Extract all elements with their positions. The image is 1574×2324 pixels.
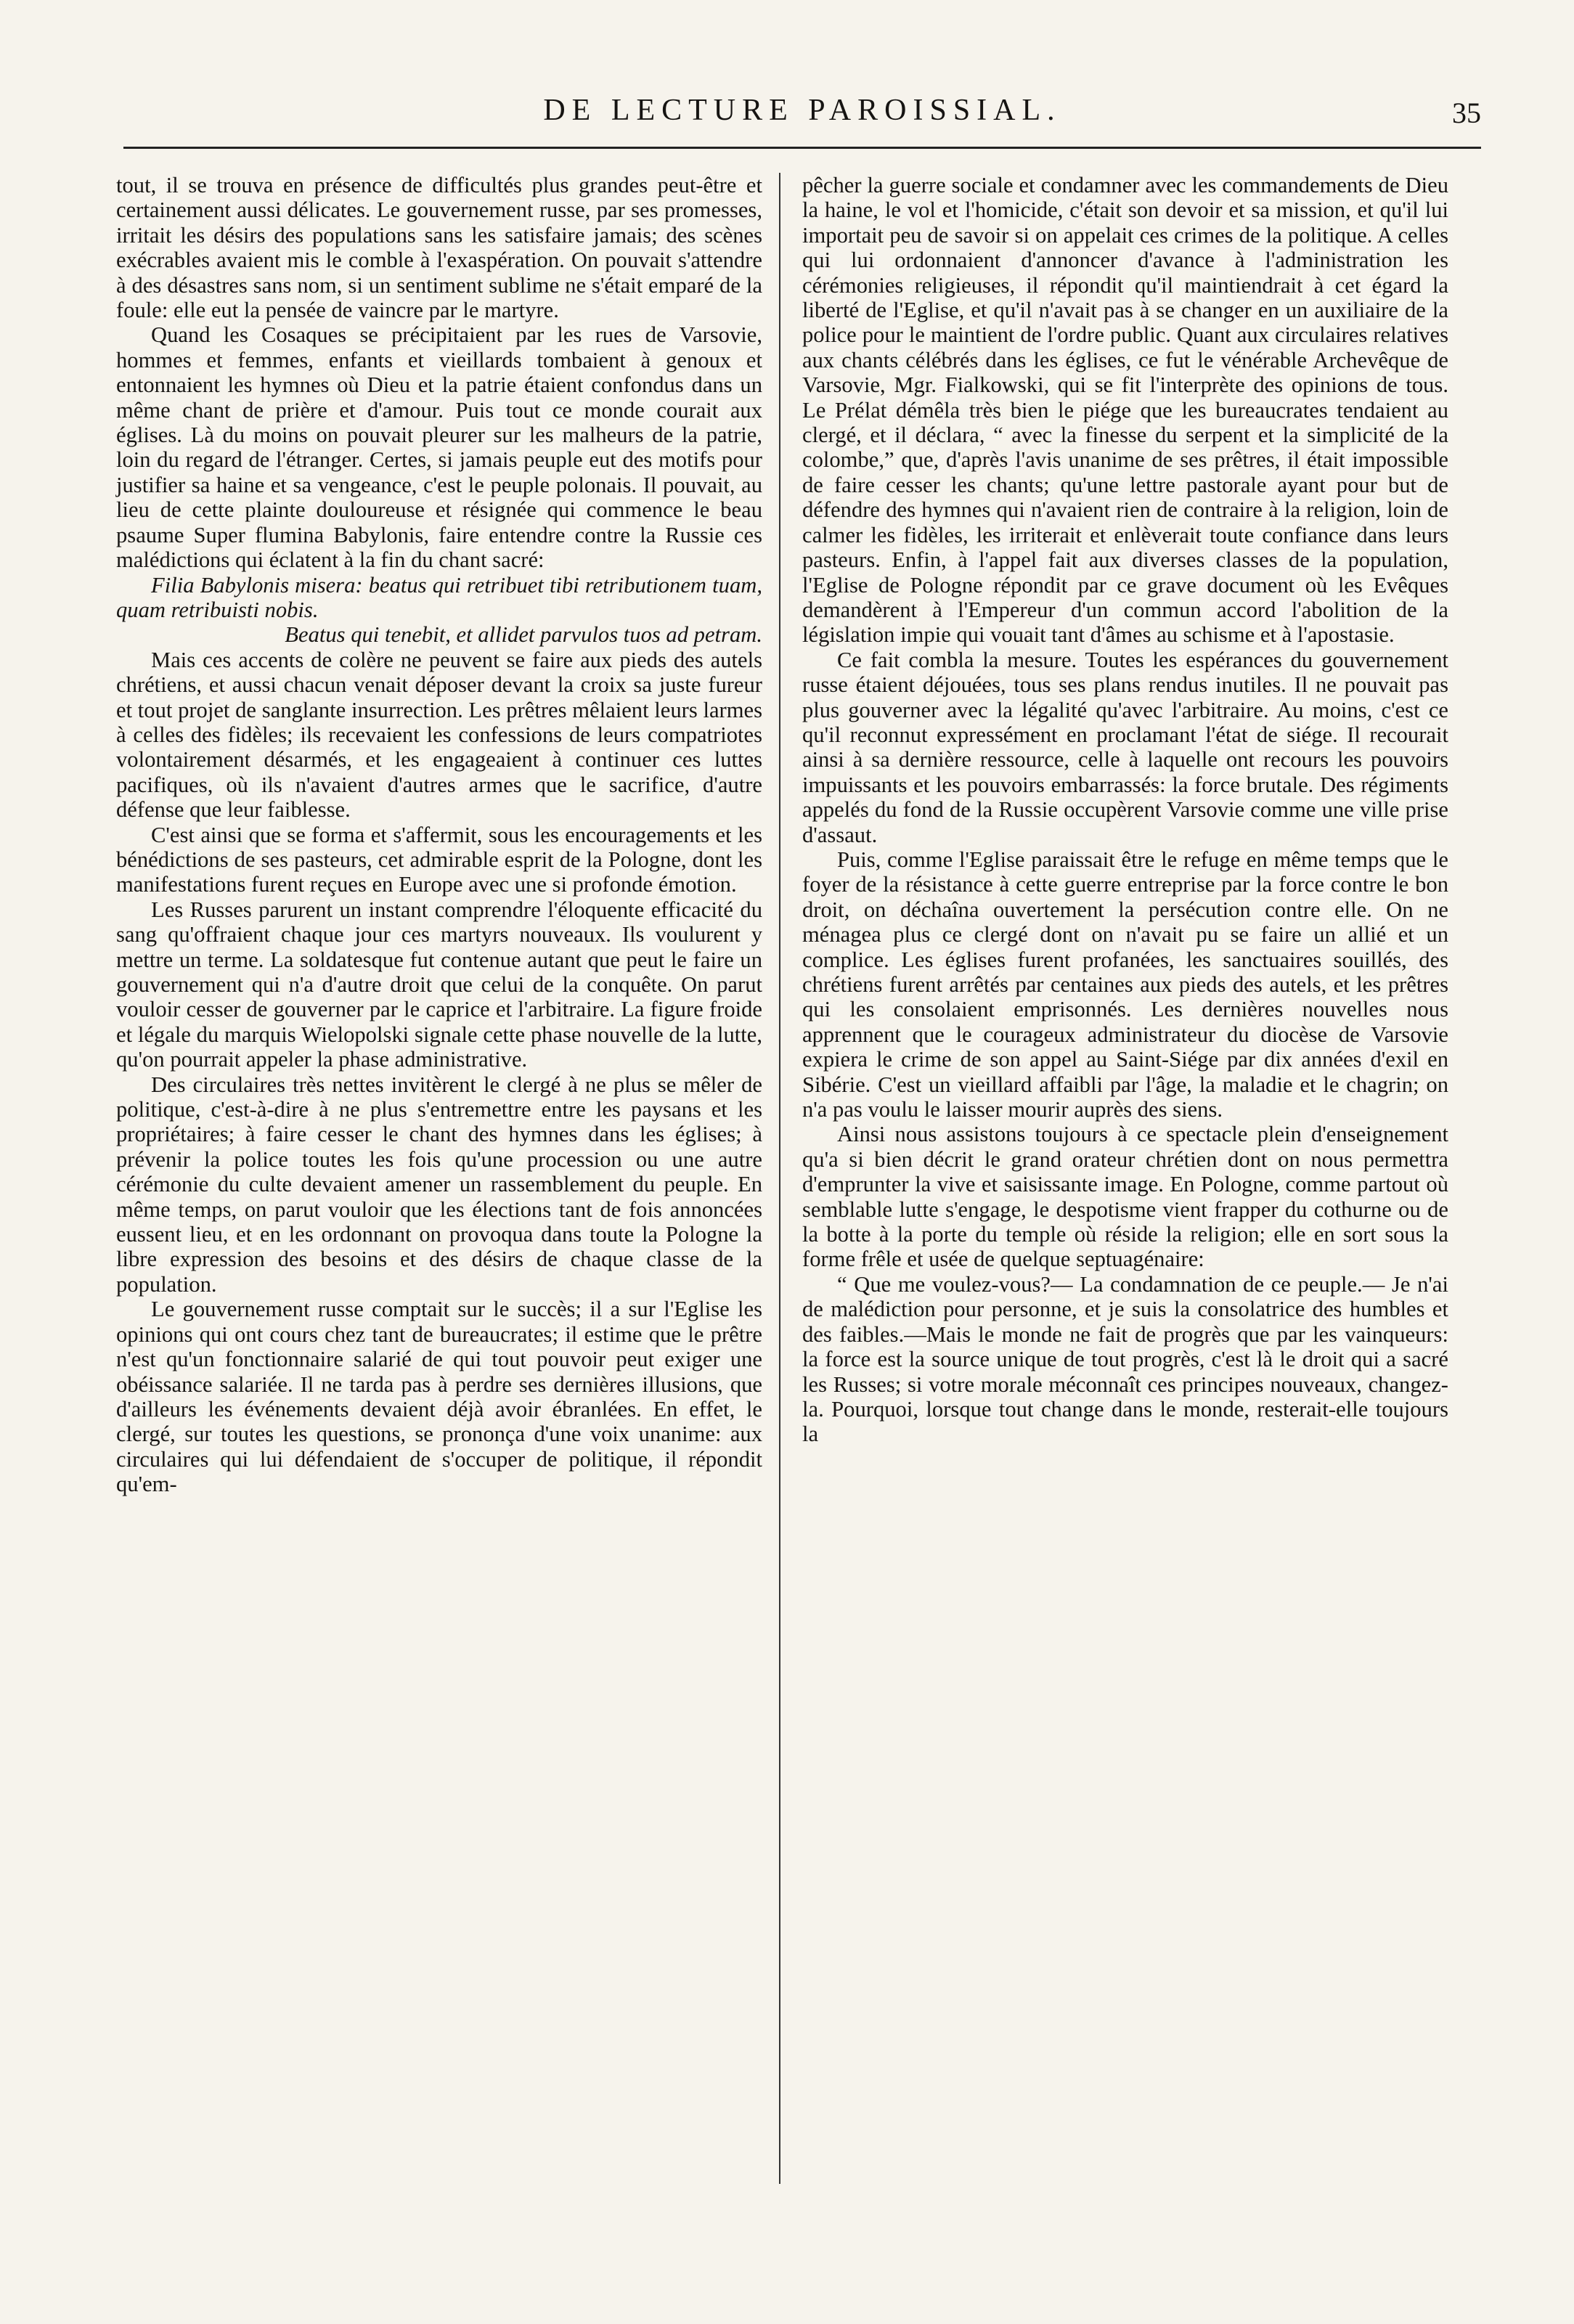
header-rule: [123, 147, 1481, 149]
paragraph: Le gouvernement russe comptait sur le succès; il a sur l'Eglise les opinions qui ont cours chez tant de bureaucrates; il estime que le prêtre n'est qu'un fonctionnaire salarié de qui tout pouvoir peut exiger une obéissance salariée. Il ne tarda pas à perdre ses dernières illusions, que d'ailleurs les événements devaient déjà avoir ébranlées. En effet, le clergé, sur toutes les questions, se prononça d'une voix unanime: aux circulaires qui lui défendaient de s'occuper de politique, il répondit qu'em-: [116, 1297, 762, 1497]
paragraph: Des circulaires très nettes invitèrent le clergé à ne plus se mêler de politique, c'est-à-dire à ne plus s'entremettre entre les paysans et les propriétaires; à faire cesser le chant des hymnes dans les églises; à prévenir la police toutes les fois qu'une procession ou une autre cérémonie du culte devaient amener un rassemblement du peuple. En même temps, on parut vouloir que les élections tant de fois annoncées eussent lieu, et en les ordonnant on provoqua dans toute la Pologne la libre expression des besoins et des désirs de chaque classe de la population.: [116, 1072, 762, 1297]
paragraph: Mais ces accents de colère ne peuvent se faire aux pieds des autels chrétiens, et aussi chacun venait déposer devant la croix sa juste fureur et tout projet de sanglante insurrection. Les prêtres mêlaient leurs larmes à celles des fidèles; ils recevaient les confessions de leurs compatriotes volontairement désarmés, et les engageaient à continuer ces luttes pacifiques, où ils n'avaient d'autres armes que le sacrifice, d'autre défense que leur faiblesse.: [116, 647, 762, 823]
page-number: 35: [1452, 97, 1481, 129]
paragraph: pêcher la guerre sociale et condamner avec les commandements de Dieu la haine, le vol et l'homicide, c'était son devoir et sa mission, et qu'il lui importait peu de savoir si on appelait ces crimes de la politique. A celles qui lui ordonnaient d'annoncer d'avance à l'administration les cérémonies religieuses, il répondit qu'il maintiendrait à cet égard la liberté de l'Eglise, et qu'il n'avait pas à se changer en un auxiliaire de la police pour le maintient de l'ordre public. Quant aux circulaires relatives aux chants célébrés dans les églises, ce fut le vénérable Archevêque de Varsovie, Mgr. Fialkowski, qui se fit l'interprète des opinions de tous. Le Prélat démêla très bien le piége que les bureaucrates tendaient au clergé, et il déclara, “ avec la finesse du serpent et la simplicité de la colombe,” que, d'après l'avis unanime de ses prêtres, il était impossible de faire cesser les chants; qu'une lettre pastorale ayant pour but de défendre des hymnes qui n'avaient rien de contraire à la religion, loin de calmer les fidèles, les irriterait et enlèverait toute confiance dans leurs pasteurs. Enfin, à l'appel fait aux diverses classes de la population, l'Eglise de Pologne répondit par ce grave document où les Evêques demandèrent à l'Empereur d'un commun accord l'abolition de la législation impie qui vouait tant d'âmes au schisme et à l'apostasie.: [802, 173, 1448, 648]
paragraph: Ainsi nous assistons toujours à ce spectacle plein d'enseignement qu'a si bien décrit le grand orateur chrétien dont on nous permettra d'emprunter la vive et saisissante image. En Pologne, comme partout où semblable lutte s'engage, le despotisme vient frapper du cothurne ou de la botte à la porte du temple où réside la religion; elle en sort sous la forme frêle et usée de quelque septuagénaire:: [802, 1122, 1448, 1272]
running-header: [123, 86, 1481, 144]
left-column: [116, 173, 762, 1497]
right-column: [802, 173, 1448, 1447]
latin-quote: Filia Babylonis misera: beatus qui retribuet tibi retributionem tuam, quam retribuisti nobis.: [116, 572, 762, 622]
running-title: DE LECTURE PAROISSIAL.: [543, 94, 1061, 127]
paragraph: “ Que me voulez-vous?— La condamnation de ce peuple.— Je n'ai de malédiction pour personne, et je suis la consolatrice des humbles et des faibles.—Mais le monde ne fait de progrès que par les vainqueurs: la force est la source unique de tout progrès, c'est là le droit qui a sacré les Russes; si votre morale méconnaît ces principes nouveaux, changez-la. Pourquoi, lorsque tout change dans le monde, resterait-elle toujours la: [802, 1271, 1448, 1447]
paragraph: tout, il se trouva en présence de difficultés plus grandes peut-être et certainement aussi délicates. Le gouvernement russe, par ses promesses, irritait les désirs des populations sans les satisfaire jamais; des scènes exécrables avaient mis le comble à l'exaspération. On pouvait s'attendre à des désastres sans nom, si un sentiment sublime ne s'était emparé de la foule: elle eut la pensée de vaincre par le martyre.: [116, 173, 762, 323]
paragraph: C'est ainsi que se forma et s'affermit, sous les encouragements et les bénédictions de ses pasteurs, cet admirable esprit de la Pologne, dont les manifestations furent reçues en Europe avec une si profonde émotion.: [116, 822, 762, 897]
paragraph: Les Russes parurent un instant comprendre l'éloquente efficacité du sang qu'offraient chaque jour ces martyrs nouveaux. Ils voulurent y mettre un terme. La soldatesque fut contenue autant que peut le faire un gouvernement qui n'a d'autre droit que celui de la conquête. On parut vouloir cesser de gouverner par le caprice et l'arbitraire. La figure froide et légale du marquis Wielopolski signale cette phase nouvelle de la lutte, qu'on pourrait appeler la phase administrative.: [116, 897, 762, 1072]
paragraph: Puis, comme l'Eglise paraissait être le refuge en même temps que le foyer de la résistance à cette guerre entreprise par la force contre le bon droit, on déchaîna ouvertement la persécution contre elle. On ne ménagea plus ce clergé dont on n'avait pu se faire un allié et un complice. Les églises furent profanées, les sanctuaires souillés, des chrétiens furent arrêtés par centaines aux pieds des autels, et les prêtres qui les consolaient emprisonnés. Les dernières nouvelles nous apprennent que le courageux administrateur du diocèse de Varsovie expiera le crime de son appel au Saint-Siége par dix années d'exil en Sibérie. C'est un vieillard affaibli par l'âge, la maladie et le chagrin; on n'a pas voulu le laisser mourir auprès des siens.: [802, 847, 1448, 1122]
column-divider: [779, 173, 780, 2184]
paragraph: Quand les Cosaques se précipitaient par les rues de Varsovie, hommes et femmes, enfants et vieillards tombaient à genoux et entonnaient les hymnes où Dieu et la patrie étaient confondus dans un même chant de prière et d'amour. Puis tout ce monde courait aux églises. Là du moins on pouvait pleurer sur les malheurs de la patrie, loin du regard de l'étranger. Certes, si jamais peuple eut des motifs pour justifier sa haine et sa vengeance, c'est le peuple polonais. Il pouvait, au lieu de cette plainte douloureuse et résignée qui commence le beau psaume Super flumina Babylonis, faire entendre contre la Russie ces malédictions qui éclatent à la fin du chant sacré:: [116, 322, 762, 573]
latin-quote: Beatus qui tenebit, et allidet parvulos tuos ad petram.: [285, 622, 762, 648]
paragraph: Ce fait combla la mesure. Toutes les espérances du gouvernement russe étaient déjouées, tous ses plans rendus inutiles. Il ne pouvait pas plus gouverner avec la légalité qu'avec l'arbitraire. Au moins, c'est ce qu'il reconnut expressément en proclamant l'état de siége. Il recourait ainsi à sa dernière ressource, celle à laquelle ont recours les pouvoirs impuissants et les pouvoirs embarrassés: la force brutale. Des régiments appelés du fond de la Russie occupèrent Varsovie comme une ville prise d'assaut.: [802, 647, 1448, 847]
